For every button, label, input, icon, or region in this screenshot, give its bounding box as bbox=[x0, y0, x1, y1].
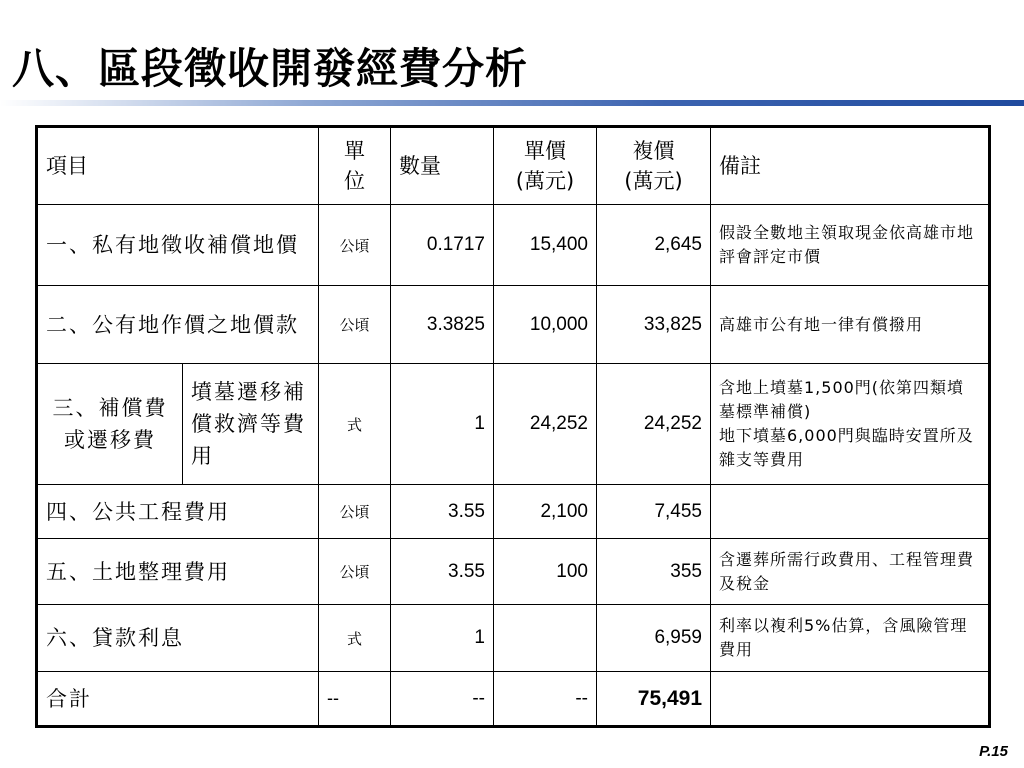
row-unit: -- bbox=[319, 672, 391, 727]
table-row bbox=[37, 205, 990, 286]
row-unit-price: -- bbox=[494, 672, 597, 727]
row-quantity: 0.1717 bbox=[391, 205, 494, 286]
row-total: 2,645 bbox=[597, 205, 711, 286]
row-unit: 公頃 bbox=[319, 485, 391, 539]
row-total: 33,825 bbox=[597, 286, 711, 364]
row-quantity: 1 bbox=[391, 605, 494, 672]
row-unit-price: 100 bbox=[494, 539, 597, 605]
header-item: 項目 bbox=[37, 127, 319, 205]
page-title: 八、區段徵收開發經費分析 bbox=[12, 44, 529, 93]
page-number: P.15 bbox=[979, 743, 1008, 760]
header-total bbox=[597, 127, 711, 205]
row-item: 四、公共工程費用 bbox=[37, 485, 319, 539]
row-unit: 公頃 bbox=[319, 539, 391, 605]
row-unit-price: 15,400 bbox=[494, 205, 597, 286]
table-row bbox=[37, 485, 990, 539]
row-note bbox=[711, 364, 990, 485]
row-note-line2: 地下墳墓6,000門與臨時安置所及雜支等費用 bbox=[719, 426, 974, 469]
row-unit: 公頃 bbox=[319, 205, 391, 286]
row-unit: 公頃 bbox=[319, 286, 391, 364]
row-note: 含遷葬所需行政費用、工程管理費及稅金 bbox=[711, 539, 990, 605]
header-total-line2: (萬元) bbox=[624, 169, 683, 193]
header-row bbox=[37, 127, 990, 205]
row-unit-price bbox=[494, 605, 597, 672]
row-total: 6,959 bbox=[597, 605, 711, 672]
row-note: 假設全數地主領取現金依高雄市地評會評定市價 bbox=[711, 205, 990, 286]
row-item: 五、土地整理費用 bbox=[37, 539, 319, 605]
row-total: 7,455 bbox=[597, 485, 711, 539]
header-unit-price-line1: 單價 bbox=[524, 139, 566, 163]
header-quantity: 數量 bbox=[391, 127, 494, 205]
row-quantity: 1 bbox=[391, 364, 494, 485]
header-note: 備註 bbox=[711, 127, 990, 205]
cost-analysis-table bbox=[35, 125, 991, 728]
row-note: 高雄市公有地一律有償撥用 bbox=[711, 286, 990, 364]
row-unit-price: 2,100 bbox=[494, 485, 597, 539]
row-note: 利率以複利5%估算，含風險管理費用 bbox=[711, 605, 990, 672]
row-item: 一、私有地徵收補償地價 bbox=[37, 205, 319, 286]
header-unit-price-line2: (萬元) bbox=[515, 169, 575, 193]
row-quantity: 3.55 bbox=[391, 485, 494, 539]
row-unit-price: 10,000 bbox=[494, 286, 597, 364]
table-row bbox=[37, 364, 990, 485]
table-row bbox=[37, 605, 990, 672]
row-note bbox=[711, 672, 990, 727]
row-unit-price: 24,252 bbox=[494, 364, 597, 485]
row-quantity: 3.55 bbox=[391, 539, 494, 605]
row-item: 二、公有地作價之地價款 bbox=[37, 286, 319, 364]
row-total: 355 bbox=[597, 539, 711, 605]
total-row bbox=[37, 672, 990, 727]
row-note bbox=[711, 485, 990, 539]
row-item: 三、補償費或遷移費 bbox=[37, 364, 183, 485]
row-total: 75,491 bbox=[597, 672, 711, 727]
row-unit: 式 bbox=[319, 605, 391, 672]
row-item: 六、貸款利息 bbox=[37, 605, 319, 672]
header-unit-line1: 單 bbox=[344, 139, 365, 163]
row-note-line1: 含地上墳墓1,500門(依第四類墳墓標準補償) bbox=[719, 378, 965, 421]
header-unit bbox=[319, 127, 391, 205]
header-unit-price bbox=[494, 127, 597, 205]
row-quantity: -- bbox=[391, 672, 494, 727]
row-quantity: 3.3825 bbox=[391, 286, 494, 364]
table-row bbox=[37, 286, 990, 364]
row-subitem: 墳墓遷移補償救濟等費用 bbox=[183, 364, 319, 485]
row-total: 24,252 bbox=[597, 364, 711, 485]
table-row bbox=[37, 539, 990, 605]
header-unit-line2: 位 bbox=[344, 169, 365, 193]
row-unit: 式 bbox=[319, 364, 391, 485]
header-total-line1: 複價 bbox=[632, 139, 675, 163]
row-item: 合計 bbox=[37, 672, 319, 727]
title-underline bbox=[0, 100, 1024, 106]
